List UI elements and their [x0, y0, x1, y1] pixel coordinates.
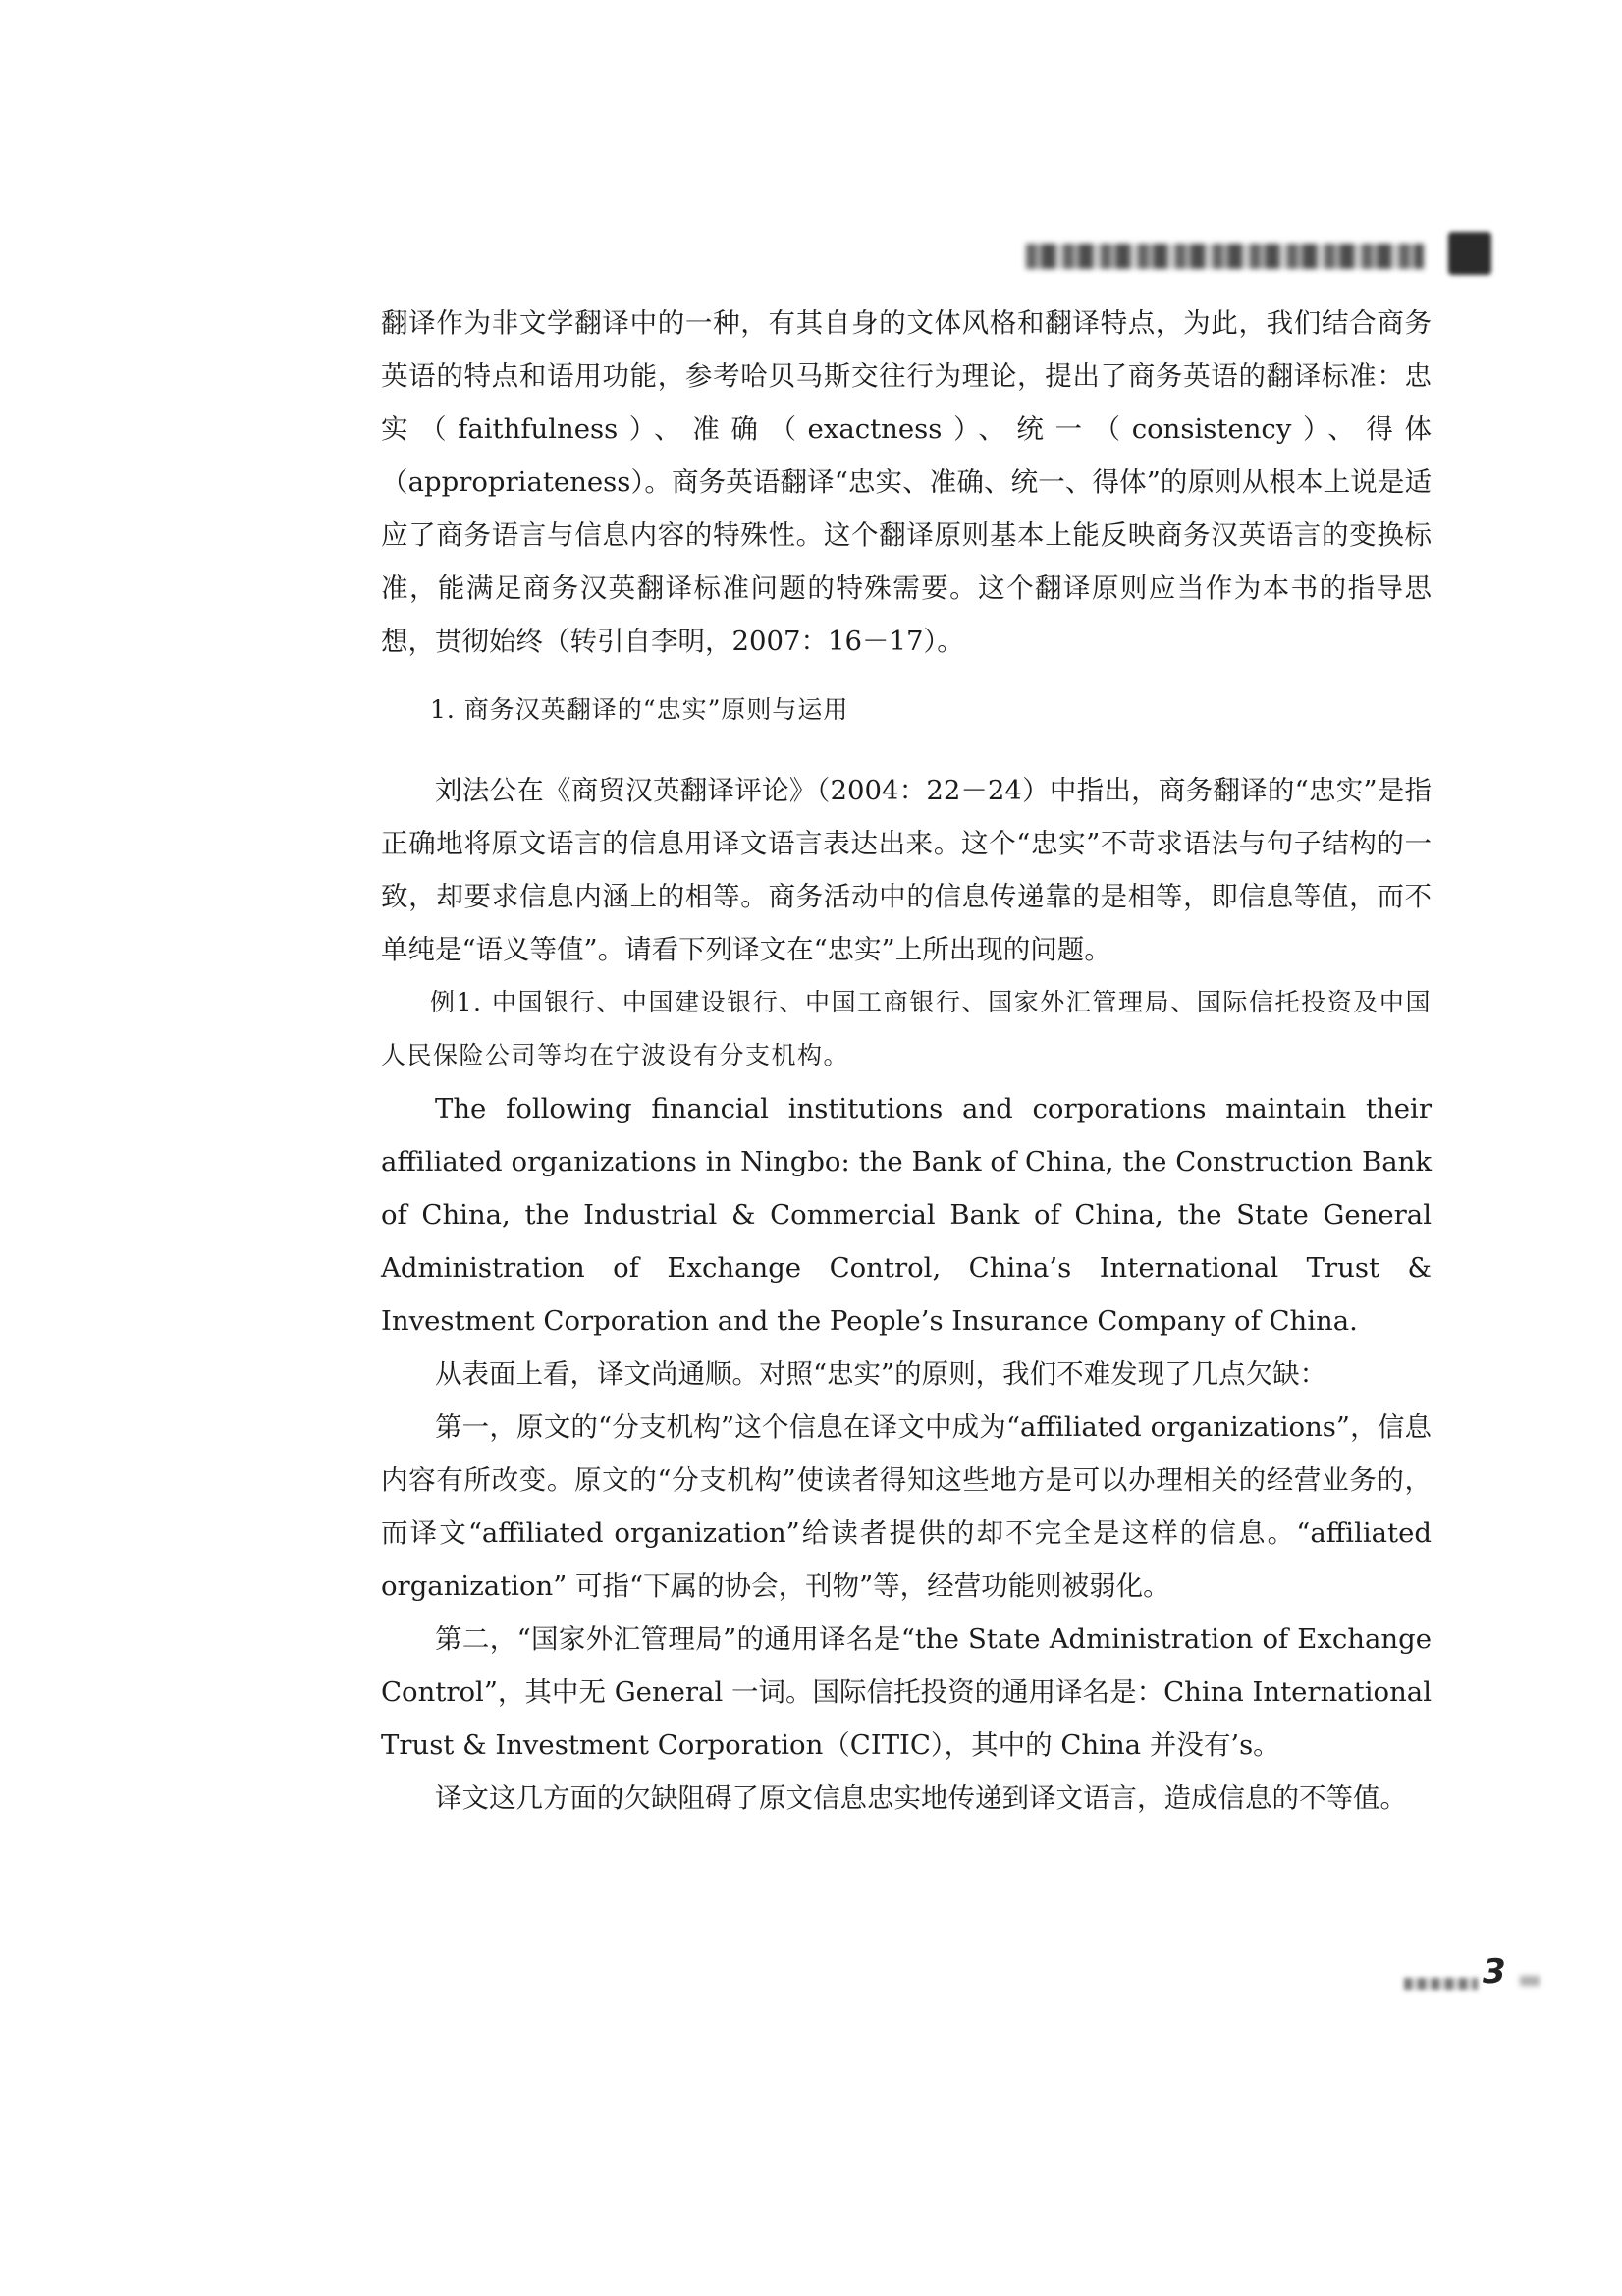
running-header [1026, 230, 1497, 279]
example-1-chinese: 例1. 中国银行、中国建设银行、中国工商银行、国家外汇管理局、国际信托投资及中国人民保险公司等均在宁波设有分支机构。 [381, 988, 1432, 1069]
folio-decoration-right-blurred [1520, 1976, 1540, 1986]
paragraph-conclusion: 译文这几方面的欠缺阻碍了原文信息忠实地传递到译文语言，造成信息的不等值。 [435, 1782, 1407, 1814]
page-body [381, 297, 1432, 1825]
chapter-mark-icon [1448, 232, 1491, 275]
section-heading-faithfulness: 1. 商务汉英翻译的“忠实”原则与运用 [430, 695, 849, 724]
page-footer [1404, 1952, 1512, 2011]
page-number: 3 [1483, 1952, 1506, 1992]
folio-decoration-blurred [1404, 1978, 1478, 1990]
paragraph-translation-standards: 翻译作为非文学翻译中的一种，有其自身的文体风格和翻译特点，为此，我们结合商务英语的特点和语用功能，参考哈贝马斯交往行为理论，提出了商务英语的翻译标准：忠实（faithfulness）、准确（exactness）、统一（consistency）、得体（appropriateness）。商务英语翻译“忠实、准确、统一、得体”的原则从根本上说是适应了商务语言与信息内容的特殊性。这个翻译原则基本上能反映商务汉英语言的变换标准，能满足商务汉英翻译标准问题的特殊需要。这个翻译原则应当作为本书的指导思想，贯彻始终（转引自李明，2007：16－17）。 [381, 307, 1432, 657]
running-header-text-blurred [1026, 244, 1424, 269]
paragraph-liu-fagong: 刘法公在《商贸汉英翻译评论》（2004：22－24）中指出，商务翻译的“忠实”是指正确地将原文语言的信息用译文语言表达出来。这个“忠实”不苛求语法与句子结构的一致，却要求信息内涵上的相等。商务活动中的信息传递靠的是相等，即信息等值，而不单纯是“语义等值”。请看下列译文在“忠实”上所出现的问题。 [381, 775, 1432, 965]
paragraph-first-point: 第一，原文的“分支机构”这个信息在译文中成为“affiliated organizations”，信息内容有所改变。原文的“分支机构”使读者得知这些地方是可以办理相关的经营业务的，而译文“affiliated organization”给读者提供的却不完全是这样的信息。“affiliated organization” 可指“下属的协会，刊物”等，经营功能则被弱化。 [381, 1411, 1432, 1602]
example-1-english: The following financial institutions and corporations maintain their affiliated organizations in Ningbo: the Bank of China, the Construction Bank of China, the Industrial & Commercial Bank of China, the State General Administration of Exchange Control, China’s International Trust & Investment Corporation and the People’s Insurance Company of China. [381, 1093, 1432, 1337]
paragraph-surface-analysis: 从表面上看，译文尚通顺。对照“忠实”的原则，我们不难发现了几点欠缺： [435, 1358, 1327, 1390]
paragraph-second-point: 第二，“国家外汇管理局”的通用译名是“the State Administration of Exchange Control”，其中无 General 一词。国际信托投资的通用译名是：China International Trust & Investment Corporation（CITIC），其中的 China 并没有’s。 [381, 1623, 1432, 1761]
